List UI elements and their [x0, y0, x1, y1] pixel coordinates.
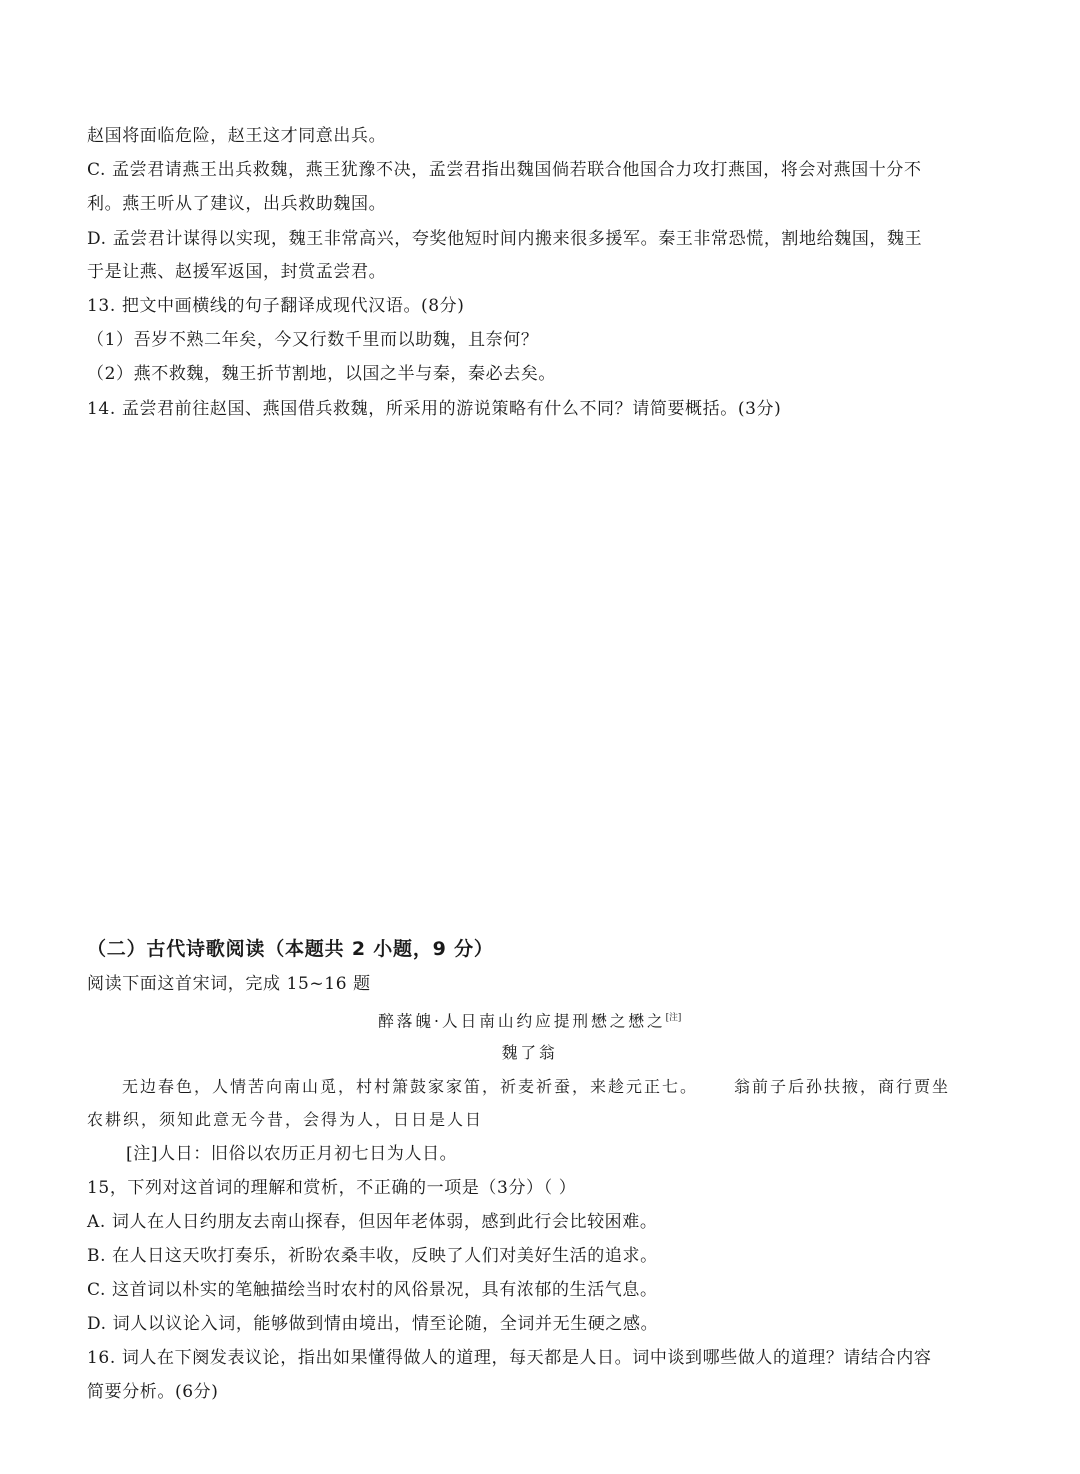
poem-author: 魏了翁	[501, 1043, 558, 1062]
poem-note: [注]人日：旧俗以农历正月初七日为人日。	[126, 1144, 458, 1164]
poem-title-note-marker: [注]	[665, 1013, 682, 1023]
question-16-line-1: 16. 词人在下阕发表议论，指出如果懂得做人的道理，每天都是人日。词中谈到哪些做人的道理？请结合内容	[87, 1348, 932, 1368]
poem-line-1: 无边春色，人情苦向南山觅，村村箫鼓家家笛，祈麦祈蚕，来趁元正七。 翁前子后孙扶掖，商行贾坐	[122, 1077, 951, 1096]
reading-instruction: 阅读下面这首宋词，完成 15~16 题	[87, 974, 371, 994]
section-heading: （二）古代诗歌阅读（本题共 2 小题，9 分）	[87, 938, 494, 960]
question-15-option-d: D. 词人以议论入词，能够做到情由境出，情至论随，全词并无生硬之感。	[87, 1314, 659, 1334]
question-13: 13. 把文中画横线的句子翻译成现代汉语。(8分)	[87, 296, 465, 316]
option-d-line-2: 于是让燕、赵援军返国，封赏孟尝君。	[87, 262, 387, 282]
question-16-line-2: 简要分析。(6分)	[87, 1382, 219, 1402]
question-13-item-1: （1）吾岁不熟二年矣，今又行数千里而以助魏，且奈何？	[87, 330, 539, 350]
option-d-line-1: D. 孟尝君计谋得以实现，魏王非常高兴，夸奖他短时间内搬来很多援军。秦王非常恐慌，割地给魏国，魏王	[87, 229, 923, 249]
poem-title: 醉落魄·人日南山约应提刑懋之懋之[注]	[378, 1011, 682, 1031]
question-13-item-2: （2）燕不救魏，魏王折节割地，以国之半与秦，秦必去矣。	[87, 364, 557, 384]
option-c-line-1: C. 孟尝君请燕王出兵救魏，燕王犹豫不决，孟尝君指出魏国倘若联合他国合力攻打燕国，将会对燕国十分不	[87, 160, 922, 180]
question-14: 14. 孟尝君前往赵国、燕国借兵救魏，所采用的游说策略有什么不同？请简要概括。(3分)	[87, 399, 782, 419]
question-15-option-b: B. 在人日这天吹打奏乐，祈盼农桑丰收，反映了人们对美好生活的追求。	[87, 1246, 658, 1266]
option-c-line-2: 利。燕王听从了建议，出兵救助魏国。	[87, 194, 387, 214]
question-15-option-c: C. 这首词以朴实的笔触描绘当时农村的风俗景况，具有浓郁的生活气息。	[87, 1280, 658, 1300]
question-15-option-a: A. 词人在人日约朋友去南山探春，但因年老体弱，感到此行会比较困难。	[87, 1212, 658, 1232]
poem-line-2: 农耕织，须知此意无今昔，会得为人，日日是人日	[87, 1110, 484, 1129]
question-15: 15，下列对这首词的理解和赏析，不正确的一项是（3分）（ ）	[87, 1178, 577, 1198]
option-b-continuation: 赵国将面临危险，赵王这才同意出兵。	[87, 126, 387, 146]
